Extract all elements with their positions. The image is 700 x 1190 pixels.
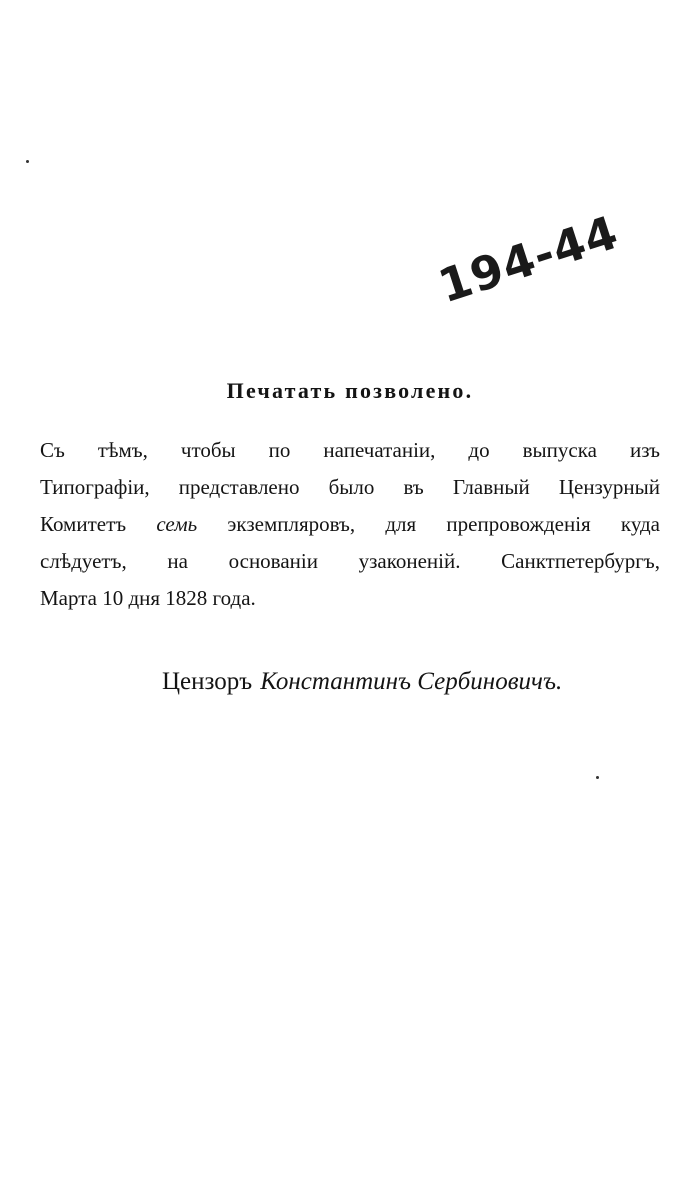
censor-name: Константинъ Сербиновичъ. — [260, 668, 563, 695]
body-line-2: Типографіи, представлено было въ Главный Цензурный — [40, 475, 660, 499]
body-line-4: слѣдуетъ, на основаніи узаконеній. Санктпетербургъ, — [40, 549, 660, 573]
permission-heading: Печатать позволено. — [226, 378, 474, 403]
body-line-1: Съ тѣмъ, чтобы по напечатаніи, до выпуска изъ — [40, 438, 660, 462]
body-line-3 — [40, 506, 660, 543]
body-line-3-emphasis: семь — [156, 512, 198, 536]
censor-title: Цензоръ — [162, 668, 253, 695]
body-line-3-start: Комитетъ — [40, 512, 127, 536]
handwritten-annotation: 194-44 — [432, 204, 625, 314]
body-line-5: Марта 10 дня 1828 года. — [40, 586, 256, 610]
censor-signature — [162, 668, 562, 696]
body-line-3-end: экземпляровъ, для препровожденія куда — [227, 512, 661, 536]
permission-body — [40, 432, 660, 617]
paper-speck — [26, 160, 29, 163]
paper-speck — [596, 776, 599, 779]
